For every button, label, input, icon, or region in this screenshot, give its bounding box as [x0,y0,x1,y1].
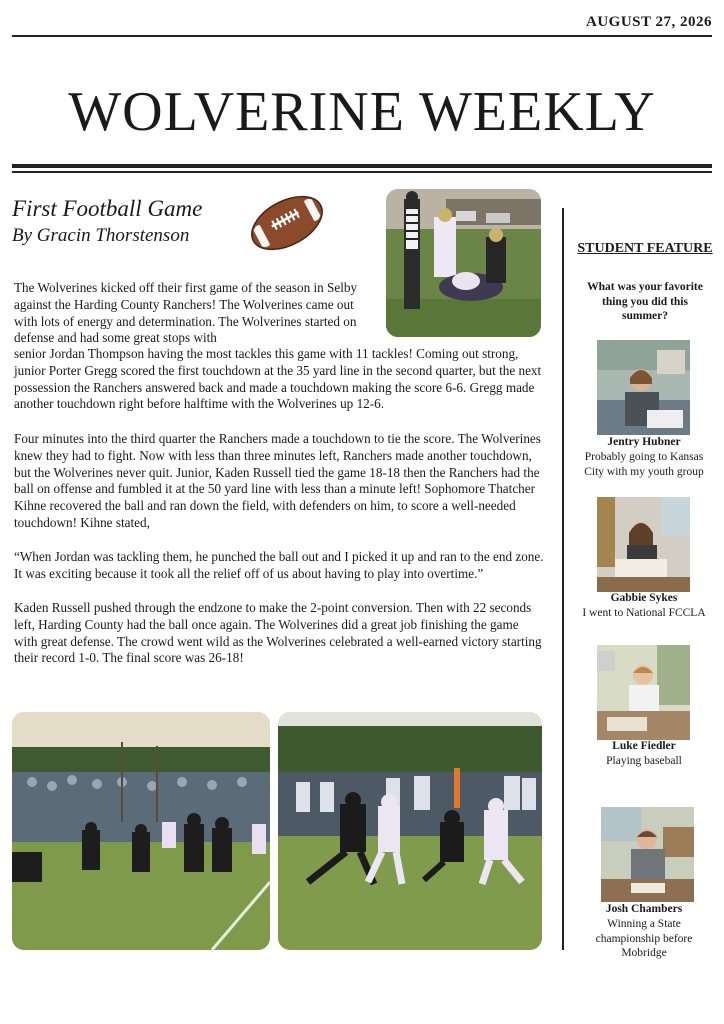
masthead-title: WOLVERINE WEEKLY [68,81,656,143]
top-divider [12,35,712,37]
article-paragraph-1-intro: The Wolverines kicked off their first game of the season in Selby against the Harding County Ranchers! The Wolverines came out with lots of energy and determination. The Wolverines started on defense and had some great stops with [14,280,358,346]
article-paragraph-2: Four minutes into the third quarter the Ranchers made a touchdown to tie the score. The Wolverines knew they had to fight. Now with less than three minutes left, Ranchers made another touchdown, but the Wolverines never quit. Junior, Kaden Russell tied the game 18-18 then the Ranchers had the ball on offense and fumbled it at the 50 yard line with less than a minute left! Sophomore Thatcher Kihne recovered the ball and ran down the field, with defenders on him, to score a well-needed touchdown! Kihne stated, [14,431,541,530]
student-answer: I went to National FCCLA [582,607,706,619]
masthead-divider-thick [12,164,712,168]
column-divider [562,208,564,950]
article-title: First Football Game [12,196,203,221]
student-feature-title: STUDENT FEATURE [577,241,713,256]
student-name: Jentry Hubner [607,436,681,448]
article-paragraph-4: Kaden Russell pushed through the endzone to make the 2-point conversion. Then with 22 seconds left, Harding County had the ball once again. The Wolverines did a great job finishing the game with great defense. The crowd went wild as the Wolverines celebrated a well-earned victory starting their record 1-0. The final score was 26-18! [14,600,542,666]
masthead-divider-thin [12,171,712,173]
student-answer: Winning a State championship before Mobridge [595,918,693,959]
issue-date: AUGUST 27, 2026 [586,14,712,30]
student-photo-luke [597,645,690,740]
game-photo-lineup [12,712,270,950]
student-name: Josh Chambers [605,903,683,915]
game-photo-action [278,712,542,950]
article-quote: “When Jordan was tackling them, he punched the ball out and I picked it up and ran to the end zone. It was exciting because it took all the relief off of us about having to play into overtime.” [14,549,544,581]
student-name: Gabbie Sykes [610,592,678,604]
student-answer: Probably going to Kansas City with my youth group [584,451,704,478]
student-feature-question: What was your favorite thing you did this summer? [587,281,703,322]
student-photo-josh [601,807,694,902]
article-byline: By Gracin Thorstenson [12,225,190,246]
game-photo-pileup [386,189,541,337]
article-paragraph-1-continued: senior Jordan Thompson having the most tackles this game with 11 tackles! Coming out strong, junior Porter Gregg scored the first touchdown at the 35 yard line in the second quarter, but the next possession the Ranchers answered back and made a touchdown making the score 6-6. Gregg made another touchdown right before halftime with the Wolverines up 12-6. [14,346,542,412]
student-photo-gabbie [597,497,690,592]
student-name: Luke Fiedler [612,740,676,752]
football-icon [246,190,328,256]
student-answer: Playing baseball [606,755,682,767]
student-photo-jentry [597,340,690,435]
